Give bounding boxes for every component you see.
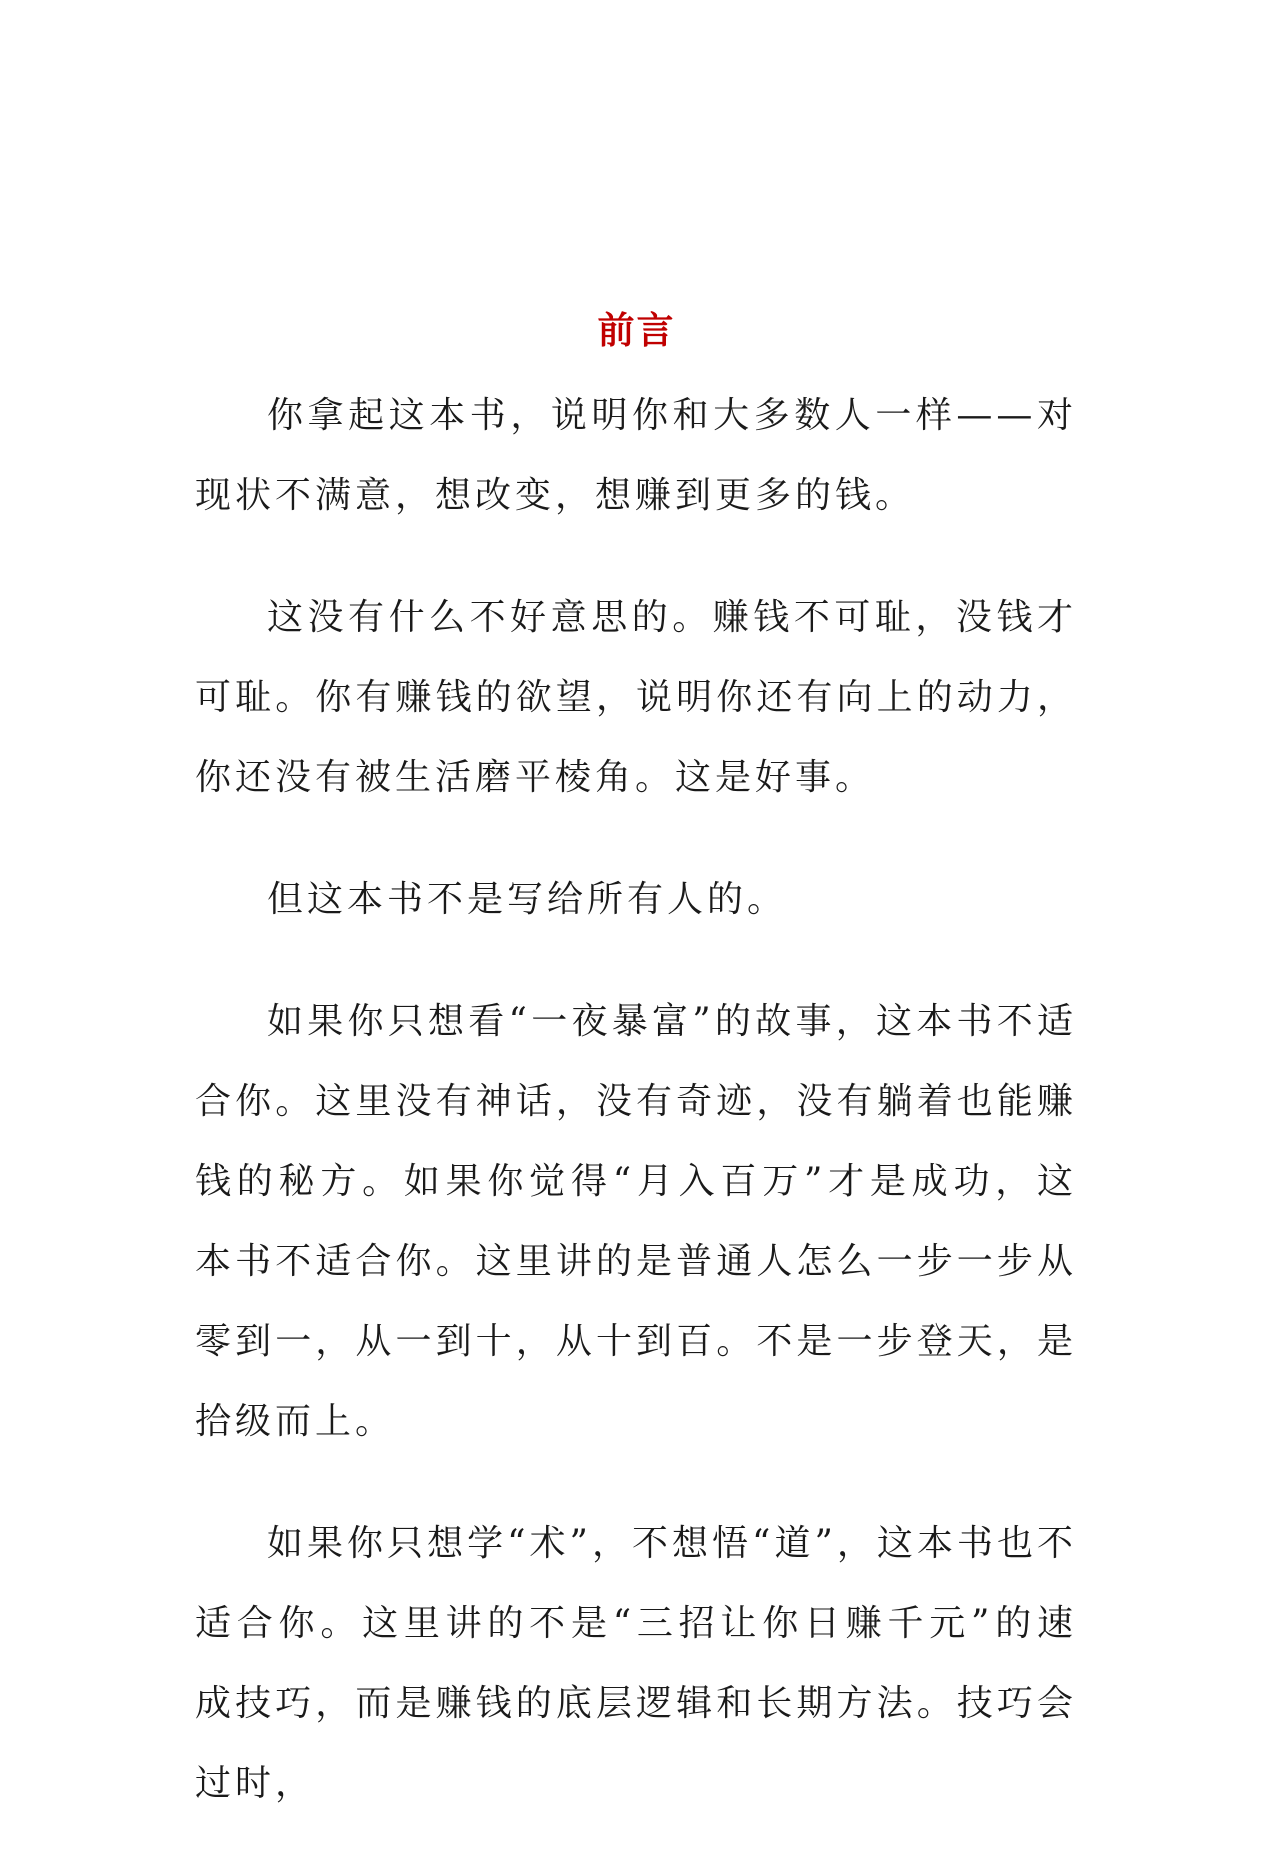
paragraph: 但这本书不是写给所有人的。 bbox=[267, 879, 788, 920]
paragraph: 如果你只想学“术”，不想悟“道”，这本书也不适合你。这里讲的不是“三招让你日赚千元”的速成技巧，而是赚钱的底层逻辑和长期方法。技巧会过时， bbox=[195, 1523, 1077, 1804]
paragraph: 这没有什么不好意思的。赚钱不可耻，没钱才可耻。你有赚钱的欲望，说明你还有向上的动力，你还没有被生活磨平棱角。这是好事。 bbox=[195, 597, 1077, 798]
paragraph: 你拿起这本书，说明你和大多数人一样——对现状不满意，想改变，想赚到更多的钱。 bbox=[195, 395, 1077, 516]
body-text bbox=[195, 376, 1077, 1866]
paragraph: 如果你只想看“一夜暴富”的故事，这本书不适合你。这里没有神话，没有奇迹，没有躺着也能赚钱的秘方。如果你觉得“月入百万”才是成功，这本书不适合你。这里讲的是普通人怎么一步一步从零到一，从一到十，从十到百。不是一步登天，是拾级而上。 bbox=[195, 1001, 1077, 1442]
page-title: 前言 bbox=[597, 307, 676, 352]
